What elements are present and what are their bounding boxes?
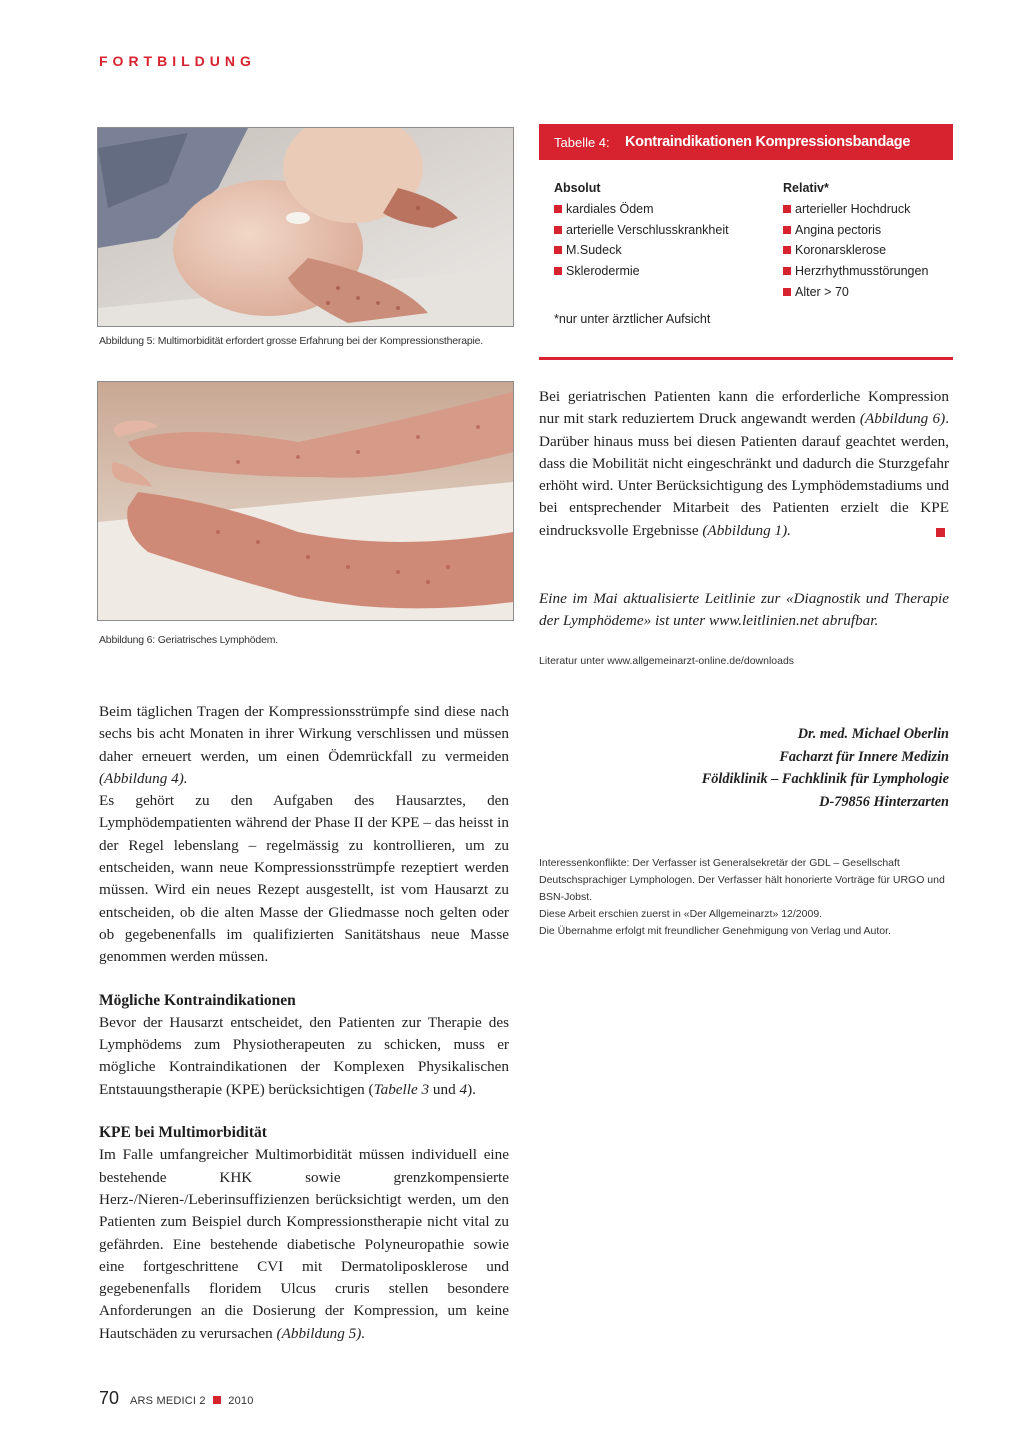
end-mark-icon [936,528,945,537]
absolut-item: Sklerodermie [554,261,774,282]
table-4-title: Kontraindikationen Kompressionsbandage [625,134,911,150]
table-4-label: Tabelle 4: [554,135,610,150]
absolut-item: arterielle Verschlusskrankheit [554,220,774,241]
bullet-square-icon [783,246,791,254]
relativ-header: Relativ* [783,181,829,195]
paragraph-contraindications: Bevor der Hausarzt entscheidet, den Patienten zur Therapie des Lymphödems zum Physiotherapeuten zu schicken, muss er mögliche Kontraindikationen der Komplexen Physikalischen Entstauungstherapie (KPE) berücksichtigen (Tabelle 3 und 4). [99,1013,509,1098]
first-published-note [539,906,954,940]
relativ-item: Angina pectoris [783,220,953,241]
bullet-square-icon [783,205,791,213]
paragraph-gp-tasks: Es gehört zu den Aufgaben des Hausarztes, den Lymphödempatienten während der Phase II der KPE – das heisst in der Regel lebenslang – regelmässig zu kontrollieren, um zu entscheiden, wann neue Kompressionsstrümpfe rezeptiert werden müssen. Wird ein neues Rezept ausgestellt, ist vom Hausarzt zu entscheiden, ob die alten Masse der Gliedmasse noch gelten oder ob gegebenenfalls im qualifizierten Sanitätshaus neue Masse genommen werden müssen. [99,792,509,966]
table-4-absolut-column [554,178,774,282]
relativ-item: arterieller Hochdruck [783,199,953,220]
absolut-header: Absolut [554,181,601,195]
paragraph-multimorbidity: Im Falle umfangreicher Multimorbidität müssen individuell eine bestehende KHK sowie grenzkompensierte Herz-/Nieren-/Leberinsuffizienzen berücksichtigt werden, um den Patienten zum Beispiel durch Kompressionstherapie nicht vital zu gefährden. Eine bestehende diabetische Polyneuropathie sowie eine fortgeschrittene CVI mit Dermatoliposklerose und gegebenenfalls floridem Ulcus cruris stellen besondere Anforderungen an die Dosierung der Kompression, um keine Hautschäden zu verursachen (Abbildung 5). [99,1146,509,1342]
bullet-square-icon [554,246,562,254]
literature-link: Literatur unter www.allgemeinarzt-online.de/downloads [539,655,795,667]
table-4-relativ-column [783,178,953,303]
heading-multimorbidity: KPE bei Multimorbidität [99,1124,267,1142]
author-title: Facharzt für Innere Medizin [779,748,949,765]
absolut-item: M.Sudeck [554,240,774,261]
figure-5-image [98,128,513,326]
right-column-text [539,386,949,542]
bullet-square-icon [783,288,791,296]
figure-6-photo [97,381,514,621]
relativ-item: Koronarsklerose [783,240,953,261]
author-block [539,723,949,813]
first-published-line: Diese Arbeit erschien zuerst in «Der Allgemeinarzt» 12/2009. [539,908,823,920]
journal-footer [130,1395,254,1407]
figure-5-photo [97,127,514,327]
guideline-note: Eine im Mai aktualisierte Leitlinie zur «Diagnostik und Therapie der Lymphödeme» ist unter www.leitlinien.net abrufbar. [539,590,949,630]
figure-6-caption: Abbildung 6: Geriatrisches Lymphödem. [99,634,278,646]
figure-5-caption: Abbildung 5: Multimorbidität erfordert grosse Erfahrung bei der Kompressionstherapie. [99,335,483,347]
bullet-square-icon [554,267,562,275]
section-label: FORTBILDUNG [99,53,256,69]
author-name: Dr. med. Michael Oberlin [797,726,949,742]
left-column-text [99,701,509,1345]
figure-6-image [98,382,513,620]
paragraph-replacement: Beim täglichen Tragen der Kompressionsstrümpfe sind diese nach sechs bis acht Monaten in ihrer Wirkung verschlissen und müssen daher erneuert werden, um einen Ödemrückfall zu vermeiden (Abbildung 4). [99,703,509,787]
table-4-footnote: *nur unter ärztlicher Aufsicht [554,312,711,326]
bullet-square-icon [783,226,791,234]
bullet-square-icon [783,267,791,275]
heading-contraindications: Mögliche Kontraindikationen [99,991,296,1009]
bullet-square-icon [554,226,562,234]
conflict-statement: Interessenkonflikte: Der Verfasser ist Generalsekretär der GDL – Gesellschaft Deutschsprachiger Lymphologen. Der Verfasser hält honorierte Vorträge für URGO und BSN-Jobst. [539,857,945,903]
relativ-item: Herzrhythmusstörungen [783,261,953,282]
geriatric-paragraph: Bei geriatrischen Patienten kann die erforderliche Kompression nur mit stark reduziertem Druck angewandt werden (Abbildung 6). Darüber hinaus muss bei diesen Patienten darauf geachtet werden, dass die Mobilität nicht eingeschränkt und dadurch die Sturzgefahr erhöht wird. Unter Berücksichtigung des Lymphödemstadiums und bei entsprechender Mitarbeit des Patienten erzielt die KPE eindrucksvolle Ergebnisse (Abbildung 1). [539,388,949,539]
journal-year: 2010 [228,1395,254,1407]
page-number: 70 [99,1388,120,1408]
author-address: D-79856 Hinterzarten [819,793,949,810]
relativ-item: Alter > 70 [783,282,953,303]
author-clinic: Földiklinik – Fachklinik für Lymphologie [701,771,949,787]
table-4-bottom-rule [539,357,953,360]
journal-name: ARS MEDICI 2 [130,1395,206,1407]
separator-square-icon [213,1396,221,1404]
bullet-square-icon [554,205,562,213]
permission-line: Die Übernahme erfolgt mit freundlicher Genehmigung von Verlag und Autor. [539,925,891,937]
absolut-item: kardiales Ödem [554,199,774,220]
table-4-header [539,124,953,160]
